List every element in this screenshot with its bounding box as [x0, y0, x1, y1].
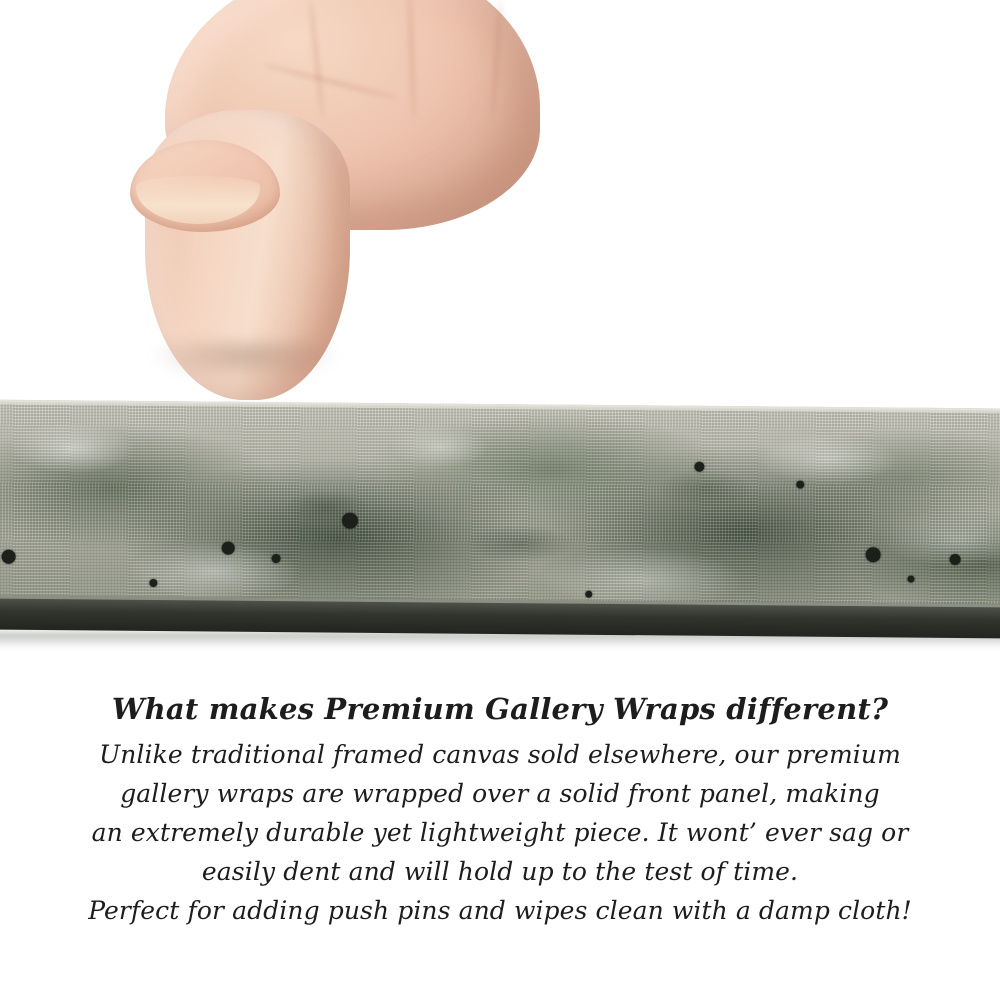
caption-line-2: gallery wraps are wrapped over a solid front panel, making — [120, 778, 880, 808]
canvas-dark-speck — [796, 481, 804, 489]
canvas-dark-speck — [694, 462, 704, 472]
canvas-dark-speck — [342, 513, 358, 529]
finger-shadow — [150, 340, 340, 380]
canvas-dark-speck — [907, 576, 914, 583]
canvas-dark-speck — [222, 542, 235, 555]
knuckle-crease — [263, 63, 400, 100]
canvas-dark-speck — [950, 554, 961, 565]
caption-heading: What makes Premium Gallery Wraps different? — [111, 692, 889, 726]
panel-drop-shadow — [0, 632, 1000, 648]
canvas-dark-speck — [272, 554, 281, 563]
hand-pressing-canvas — [110, 0, 540, 430]
knuckle-crease — [491, 0, 502, 120]
caption-line-4: easily dent and will hold up to the test of time. — [201, 856, 799, 886]
caption-line-1: Unlike traditional framed canvas sold elsewhere, our premium — [99, 739, 901, 769]
canvas-wrap-edge — [0, 400, 1000, 627]
knuckle-crease — [408, 0, 416, 122]
knuckle-crease — [309, 0, 325, 118]
caption-line-3: an extremely durable yet lightweight piece. It wont’ ever sag or — [91, 817, 909, 847]
canvas-dark-speck — [585, 591, 592, 598]
canvas-weave-texture — [0, 400, 1000, 627]
canvas-dark-speck — [2, 550, 16, 564]
canvas-dark-speck — [149, 579, 157, 587]
caption-block — [0, 690, 1000, 930]
canvas-dark-speck — [866, 547, 881, 562]
caption-line-5: Perfect for adding push pins and wipes clean with a damp cloth! — [88, 895, 912, 925]
